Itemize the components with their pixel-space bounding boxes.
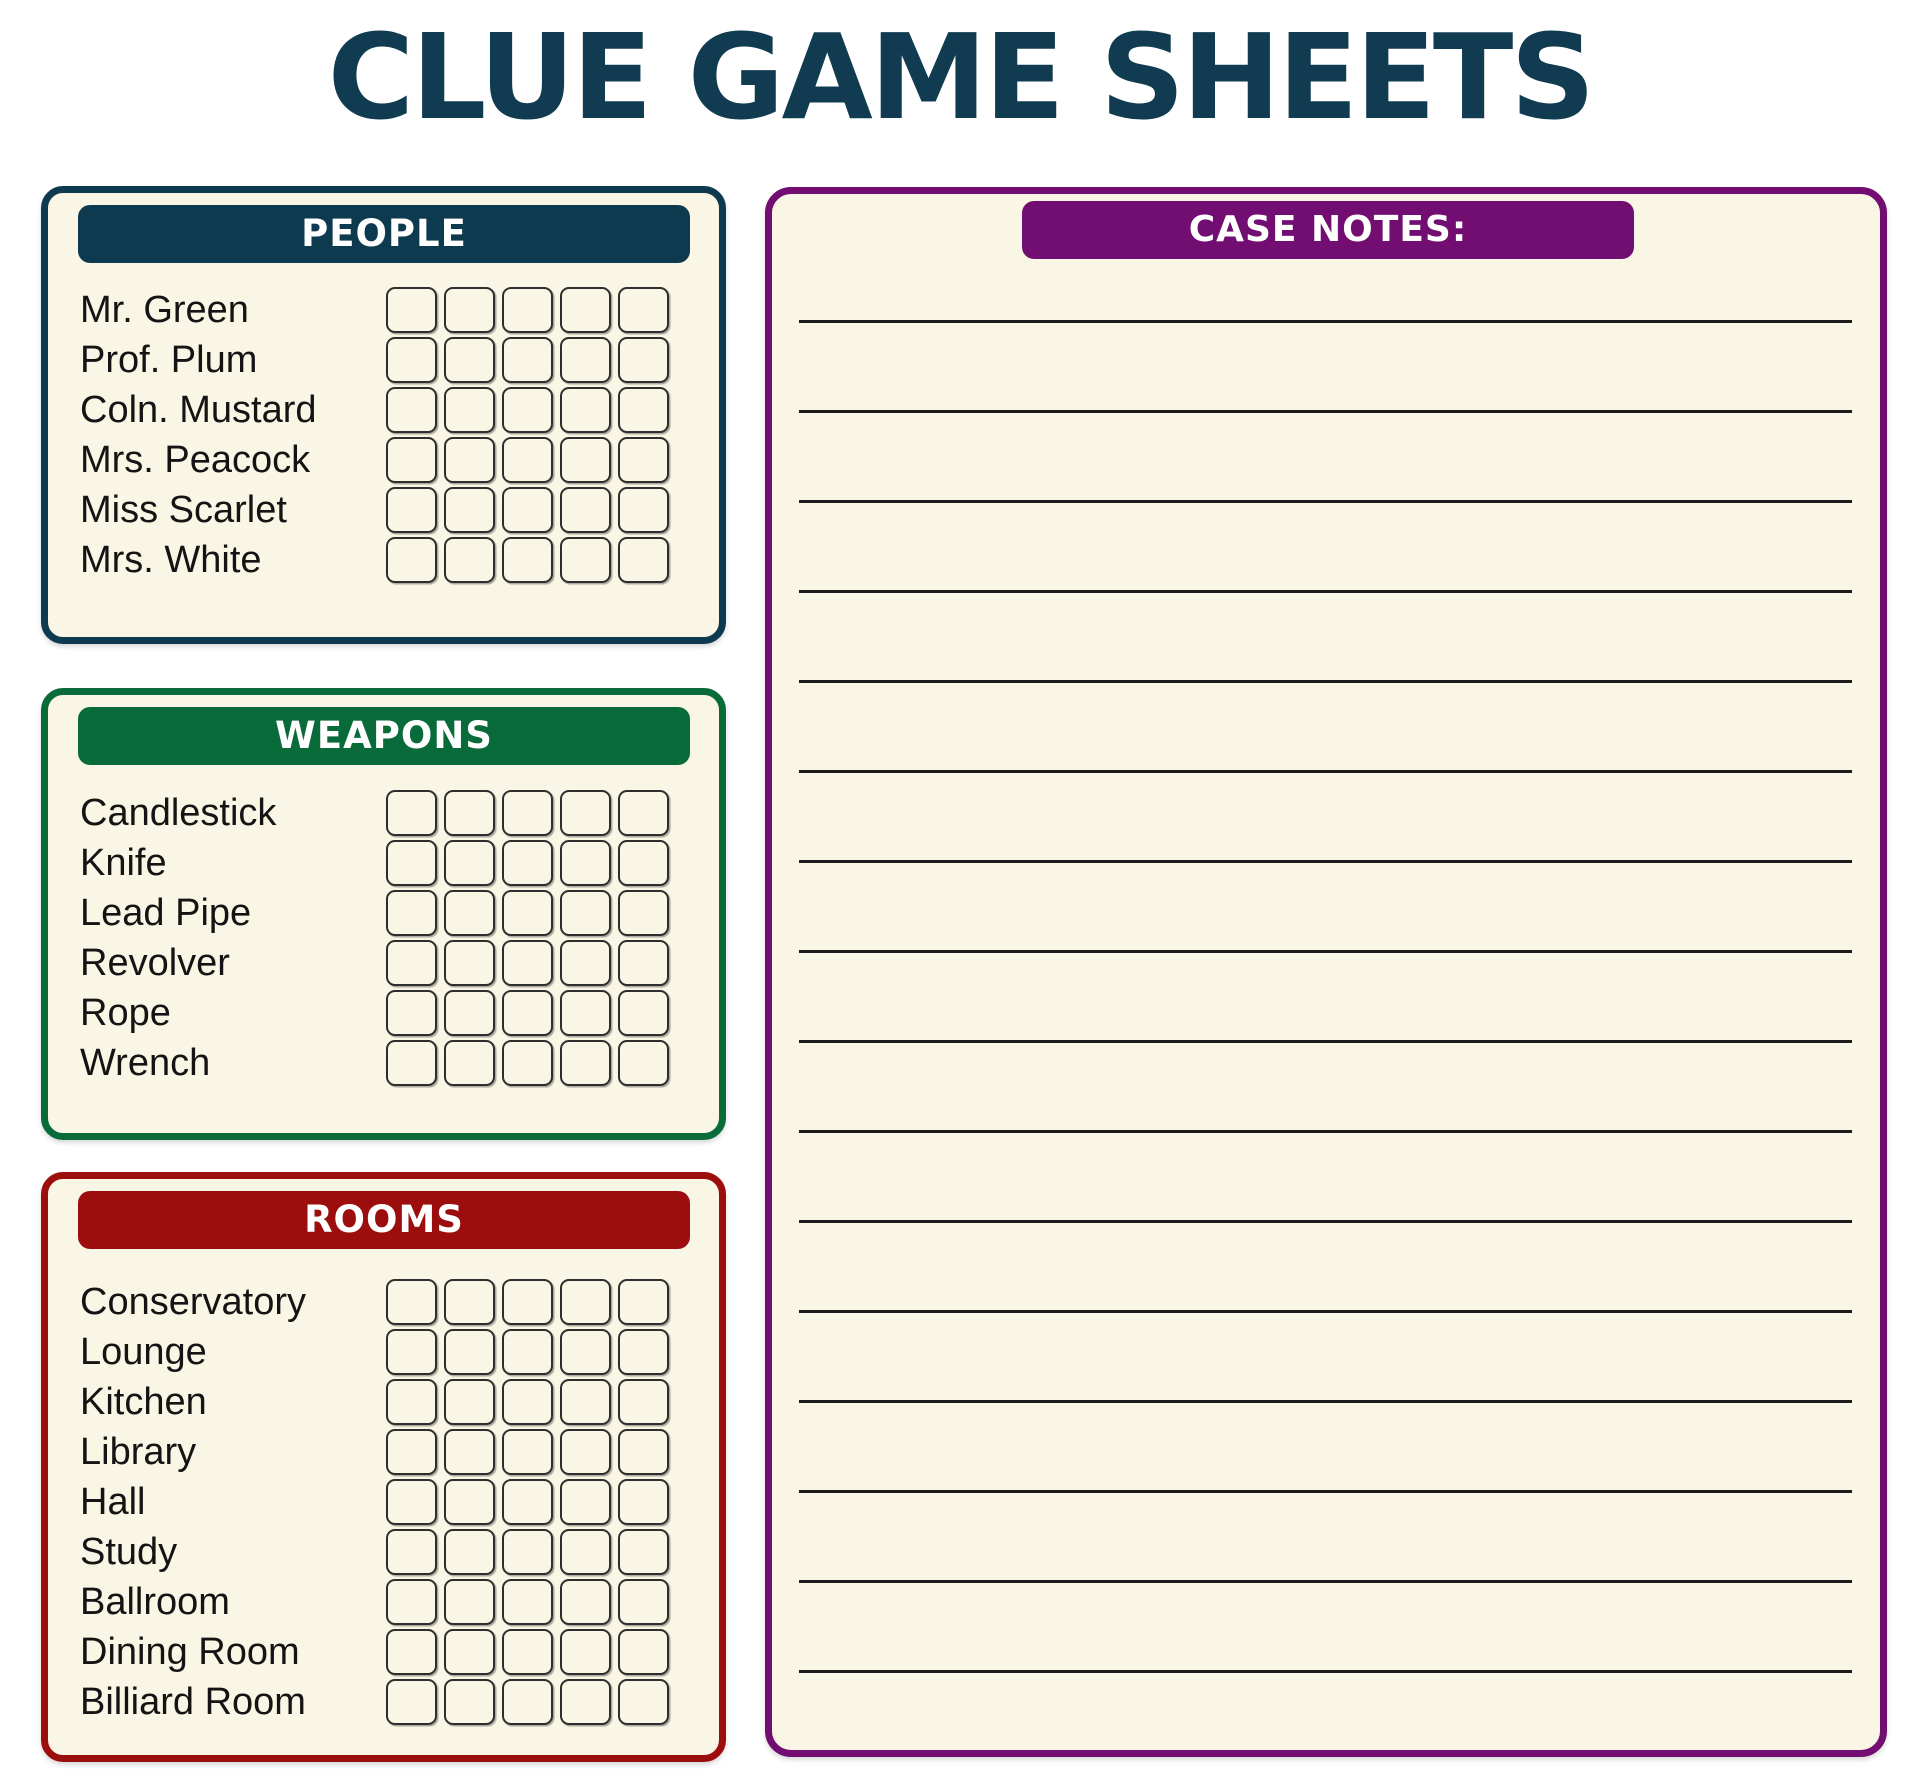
- item-label: Library: [80, 1431, 197, 1473]
- checkbox[interactable]: [618, 790, 669, 836]
- checkbox[interactable]: [502, 1429, 553, 1475]
- checkbox-group: [386, 1679, 676, 1725]
- checkbox[interactable]: [386, 537, 437, 583]
- checkbox[interactable]: [444, 1379, 495, 1425]
- list-item: [80, 890, 719, 936]
- note-line: [799, 860, 1852, 863]
- checkbox-group: [386, 1629, 676, 1675]
- checkbox[interactable]: [444, 287, 495, 333]
- weapons-header: WEAPONS: [78, 707, 690, 765]
- checkbox[interactable]: [444, 790, 495, 836]
- item-label: Miss Scarlet: [80, 489, 287, 531]
- checkbox[interactable]: [560, 840, 611, 886]
- checkbox[interactable]: [618, 940, 669, 986]
- checkbox[interactable]: [444, 1040, 495, 1086]
- people-panel: [41, 186, 726, 644]
- checkbox[interactable]: [560, 337, 611, 383]
- checkbox[interactable]: [502, 1679, 553, 1725]
- list-item: [80, 437, 719, 483]
- checkbox-group: [386, 990, 676, 1036]
- checkbox[interactable]: [386, 940, 437, 986]
- item-label: Rope: [80, 992, 171, 1034]
- item-label: Mrs. Peacock: [80, 439, 311, 481]
- checkbox[interactable]: [386, 1629, 437, 1675]
- list-item: [80, 1579, 719, 1625]
- checkbox[interactable]: [618, 1579, 669, 1625]
- checkbox[interactable]: [618, 890, 669, 936]
- checkbox[interactable]: [560, 437, 611, 483]
- list-item: [80, 1529, 719, 1575]
- item-label: Lead Pipe: [80, 892, 252, 934]
- checkbox-group: [386, 1479, 676, 1525]
- note-line: [799, 1310, 1852, 1313]
- checkbox[interactable]: [444, 387, 495, 433]
- list-item: [80, 1479, 719, 1525]
- item-label: Mrs. White: [80, 539, 262, 581]
- checkbox[interactable]: [560, 1579, 611, 1625]
- rooms-header: ROOMS: [78, 1191, 690, 1249]
- note-line: [799, 680, 1852, 683]
- item-label: Billiard Room: [80, 1681, 306, 1723]
- checkbox[interactable]: [618, 1679, 669, 1725]
- weapons-panel: [41, 688, 726, 1140]
- list-item: [80, 940, 719, 986]
- checkbox[interactable]: [502, 1629, 553, 1675]
- checkbox[interactable]: [618, 337, 669, 383]
- checkbox[interactable]: [444, 1679, 495, 1725]
- checkbox-group: [386, 487, 676, 533]
- note-line: [799, 590, 1852, 593]
- checkbox[interactable]: [560, 1279, 611, 1325]
- checkbox[interactable]: [386, 337, 437, 383]
- checkbox-group: [386, 387, 676, 433]
- checkbox[interactable]: [386, 1040, 437, 1086]
- checkbox[interactable]: [444, 940, 495, 986]
- note-line: [799, 1580, 1852, 1583]
- item-label: Revolver: [80, 942, 230, 984]
- case-notes-panel: [765, 187, 1887, 1757]
- item-label: Wrench: [80, 1042, 211, 1084]
- checkbox[interactable]: [502, 337, 553, 383]
- weapons-list: [80, 790, 719, 1086]
- checkbox[interactable]: [560, 1529, 611, 1575]
- checkbox[interactable]: [502, 287, 553, 333]
- item-label: Coln. Mustard: [80, 389, 317, 431]
- checkbox[interactable]: [444, 840, 495, 886]
- checkbox[interactable]: [502, 840, 553, 886]
- list-item: [80, 387, 719, 433]
- checkbox[interactable]: [386, 1429, 437, 1475]
- checkbox[interactable]: [444, 890, 495, 936]
- checkbox[interactable]: [444, 1529, 495, 1575]
- checkbox[interactable]: [560, 1040, 611, 1086]
- checkbox[interactable]: [560, 940, 611, 986]
- note-line: [799, 1490, 1852, 1493]
- checkbox[interactable]: [386, 1279, 437, 1325]
- checkbox[interactable]: [560, 790, 611, 836]
- checkbox[interactable]: [386, 840, 437, 886]
- checkbox[interactable]: [502, 990, 553, 1036]
- checkbox[interactable]: [502, 1579, 553, 1625]
- checkbox[interactable]: [618, 1479, 669, 1525]
- note-line: [799, 1040, 1852, 1043]
- checkbox[interactable]: [444, 1629, 495, 1675]
- checkbox[interactable]: [560, 1679, 611, 1725]
- checkbox[interactable]: [444, 487, 495, 533]
- list-item: [80, 1429, 719, 1475]
- checkbox[interactable]: [560, 990, 611, 1036]
- item-label: Prof. Plum: [80, 339, 258, 381]
- checkbox[interactable]: [386, 1579, 437, 1625]
- checkbox[interactable]: [444, 1429, 495, 1475]
- checkbox-group: [386, 790, 676, 836]
- checkbox-group: [386, 337, 676, 383]
- checkbox[interactable]: [618, 387, 669, 433]
- checkbox-group: [386, 1379, 676, 1425]
- checkbox[interactable]: [502, 437, 553, 483]
- checkbox[interactable]: [444, 1579, 495, 1625]
- checkbox[interactable]: [444, 537, 495, 583]
- list-item: [80, 1279, 719, 1325]
- rooms-panel: [41, 1172, 726, 1762]
- item-label: Conservatory: [80, 1281, 306, 1323]
- checkbox[interactable]: [560, 1429, 611, 1475]
- list-item: [80, 1040, 719, 1086]
- list-item: [80, 1629, 719, 1675]
- checkbox[interactable]: [386, 1679, 437, 1725]
- checkbox[interactable]: [386, 890, 437, 936]
- checkbox[interactable]: [502, 890, 553, 936]
- checkbox[interactable]: [386, 437, 437, 483]
- checkbox[interactable]: [502, 940, 553, 986]
- checkbox[interactable]: [502, 387, 553, 433]
- checkbox-group: [386, 1529, 676, 1575]
- note-line: [799, 410, 1852, 413]
- checkbox[interactable]: [560, 890, 611, 936]
- checkbox-group: [386, 1279, 676, 1325]
- item-label: Candlestick: [80, 792, 277, 834]
- item-label: Lounge: [80, 1331, 207, 1373]
- checkbox[interactable]: [560, 387, 611, 433]
- list-item: [80, 840, 719, 886]
- note-line: [799, 320, 1852, 323]
- checkbox[interactable]: [618, 537, 669, 583]
- list-item: [80, 537, 719, 583]
- list-item: [80, 1379, 719, 1425]
- checkbox[interactable]: [386, 990, 437, 1036]
- checkbox[interactable]: [618, 1379, 669, 1425]
- note-line: [799, 500, 1852, 503]
- item-label: Kitchen: [80, 1381, 207, 1423]
- checkbox[interactable]: [502, 1479, 553, 1525]
- case-notes-lines: [772, 320, 1880, 1673]
- checkbox[interactable]: [386, 487, 437, 533]
- list-item: [80, 790, 719, 836]
- people-list: [80, 287, 719, 583]
- item-label: Mr. Green: [80, 289, 249, 331]
- checkbox[interactable]: [560, 1479, 611, 1525]
- note-line: [799, 1400, 1852, 1403]
- checkbox[interactable]: [386, 387, 437, 433]
- checkbox[interactable]: [618, 1429, 669, 1475]
- checkbox-group: [386, 1329, 676, 1375]
- checkbox[interactable]: [618, 840, 669, 886]
- page-title: CLUE GAME SHEETS: [327, 8, 1593, 146]
- checkbox-group: [386, 437, 676, 483]
- checkbox[interactable]: [560, 487, 611, 533]
- checkbox[interactable]: [618, 1279, 669, 1325]
- checkbox-group: [386, 840, 676, 886]
- checkbox-group: [386, 1040, 676, 1086]
- note-line: [799, 770, 1852, 773]
- people-header: PEOPLE: [78, 205, 690, 263]
- list-item: [80, 337, 719, 383]
- checkbox-group: [386, 1579, 676, 1625]
- checkbox[interactable]: [618, 437, 669, 483]
- checkbox-group: [386, 890, 676, 936]
- note-line: [799, 950, 1852, 953]
- item-label: Hall: [80, 1481, 146, 1523]
- checkbox[interactable]: [560, 1329, 611, 1375]
- checkbox[interactable]: [444, 337, 495, 383]
- checkbox[interactable]: [560, 1379, 611, 1425]
- checkbox[interactable]: [618, 1529, 669, 1575]
- item-label: Knife: [80, 842, 167, 884]
- checkbox[interactable]: [560, 287, 611, 333]
- item-label: Dining Room: [80, 1631, 300, 1673]
- list-item: [80, 990, 719, 1036]
- rooms-list: [80, 1279, 719, 1725]
- checkbox[interactable]: [618, 487, 669, 533]
- checkbox[interactable]: [444, 1479, 495, 1525]
- checkbox-group: [386, 940, 676, 986]
- checkbox[interactable]: [386, 1479, 437, 1525]
- note-line: [799, 1670, 1852, 1673]
- checkbox[interactable]: [618, 990, 669, 1036]
- checkbox-group: [386, 537, 676, 583]
- checkbox[interactable]: [386, 790, 437, 836]
- checkbox-group: [386, 1429, 676, 1475]
- item-label: Study: [80, 1531, 178, 1573]
- checkbox[interactable]: [444, 1279, 495, 1325]
- checkbox[interactable]: [502, 1529, 553, 1575]
- checkbox[interactable]: [386, 287, 437, 333]
- checkbox[interactable]: [560, 1629, 611, 1675]
- checkbox[interactable]: [502, 1379, 553, 1425]
- list-item: [80, 287, 719, 333]
- checkbox[interactable]: [386, 1329, 437, 1375]
- checkbox[interactable]: [618, 287, 669, 333]
- checkbox[interactable]: [502, 1040, 553, 1086]
- list-item: [80, 487, 719, 533]
- note-line: [799, 1130, 1852, 1133]
- checkbox[interactable]: [444, 1329, 495, 1375]
- case-notes-header: CASE NOTES:: [1022, 201, 1634, 259]
- list-item: [80, 1329, 719, 1375]
- checkbox[interactable]: [502, 1329, 553, 1375]
- item-label: Ballroom: [80, 1581, 230, 1623]
- checkbox[interactable]: [502, 790, 553, 836]
- checkbox[interactable]: [560, 537, 611, 583]
- checkbox[interactable]: [444, 437, 495, 483]
- checkbox-group: [386, 287, 676, 333]
- list-item: [80, 1679, 719, 1725]
- checkbox[interactable]: [618, 1329, 669, 1375]
- checkbox[interactable]: [618, 1040, 669, 1086]
- checkbox[interactable]: [502, 537, 553, 583]
- checkbox[interactable]: [444, 990, 495, 1036]
- checkbox[interactable]: [502, 487, 553, 533]
- checkbox[interactable]: [618, 1629, 669, 1675]
- checkbox[interactable]: [502, 1279, 553, 1325]
- note-line: [799, 1220, 1852, 1223]
- checkbox[interactable]: [386, 1379, 437, 1425]
- checkbox[interactable]: [386, 1529, 437, 1575]
